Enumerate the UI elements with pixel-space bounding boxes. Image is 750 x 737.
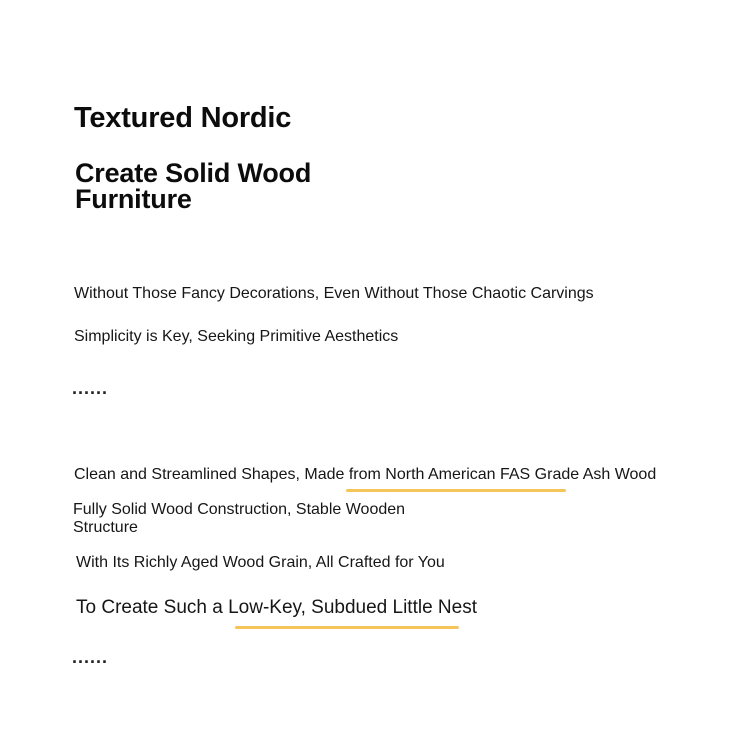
paragraph-shapes: Clean and Streamlined Shapes, Made from North American FAS Grade Ash Wood: [74, 466, 657, 483]
accent-underline: [235, 626, 459, 629]
paragraph-decorations: Without Those Fancy Decorations, Even Without Those Chaotic Carvings: [74, 285, 594, 302]
accent-underline: [346, 489, 566, 492]
paragraph-simplicity: Simplicity is Key, Seeking Primitive Aesthetics: [74, 328, 399, 345]
paragraph-wood-grain: With Its Richly Aged Wood Grain, All Crafted for You: [76, 554, 445, 571]
ellipsis-separator: ......: [72, 378, 109, 398]
paragraph-construction: Fully Solid Wood Construction, Stable Wooden Structure: [73, 501, 406, 536]
ellipsis-separator: ......: [72, 647, 109, 667]
paragraph-nest: To Create Such a Low-Key, Subdued Little Nest: [76, 597, 477, 618]
subtitle-heading: Create Solid Wood Furniture: [75, 158, 312, 214]
title-heading: Textured Nordic: [74, 102, 292, 134]
